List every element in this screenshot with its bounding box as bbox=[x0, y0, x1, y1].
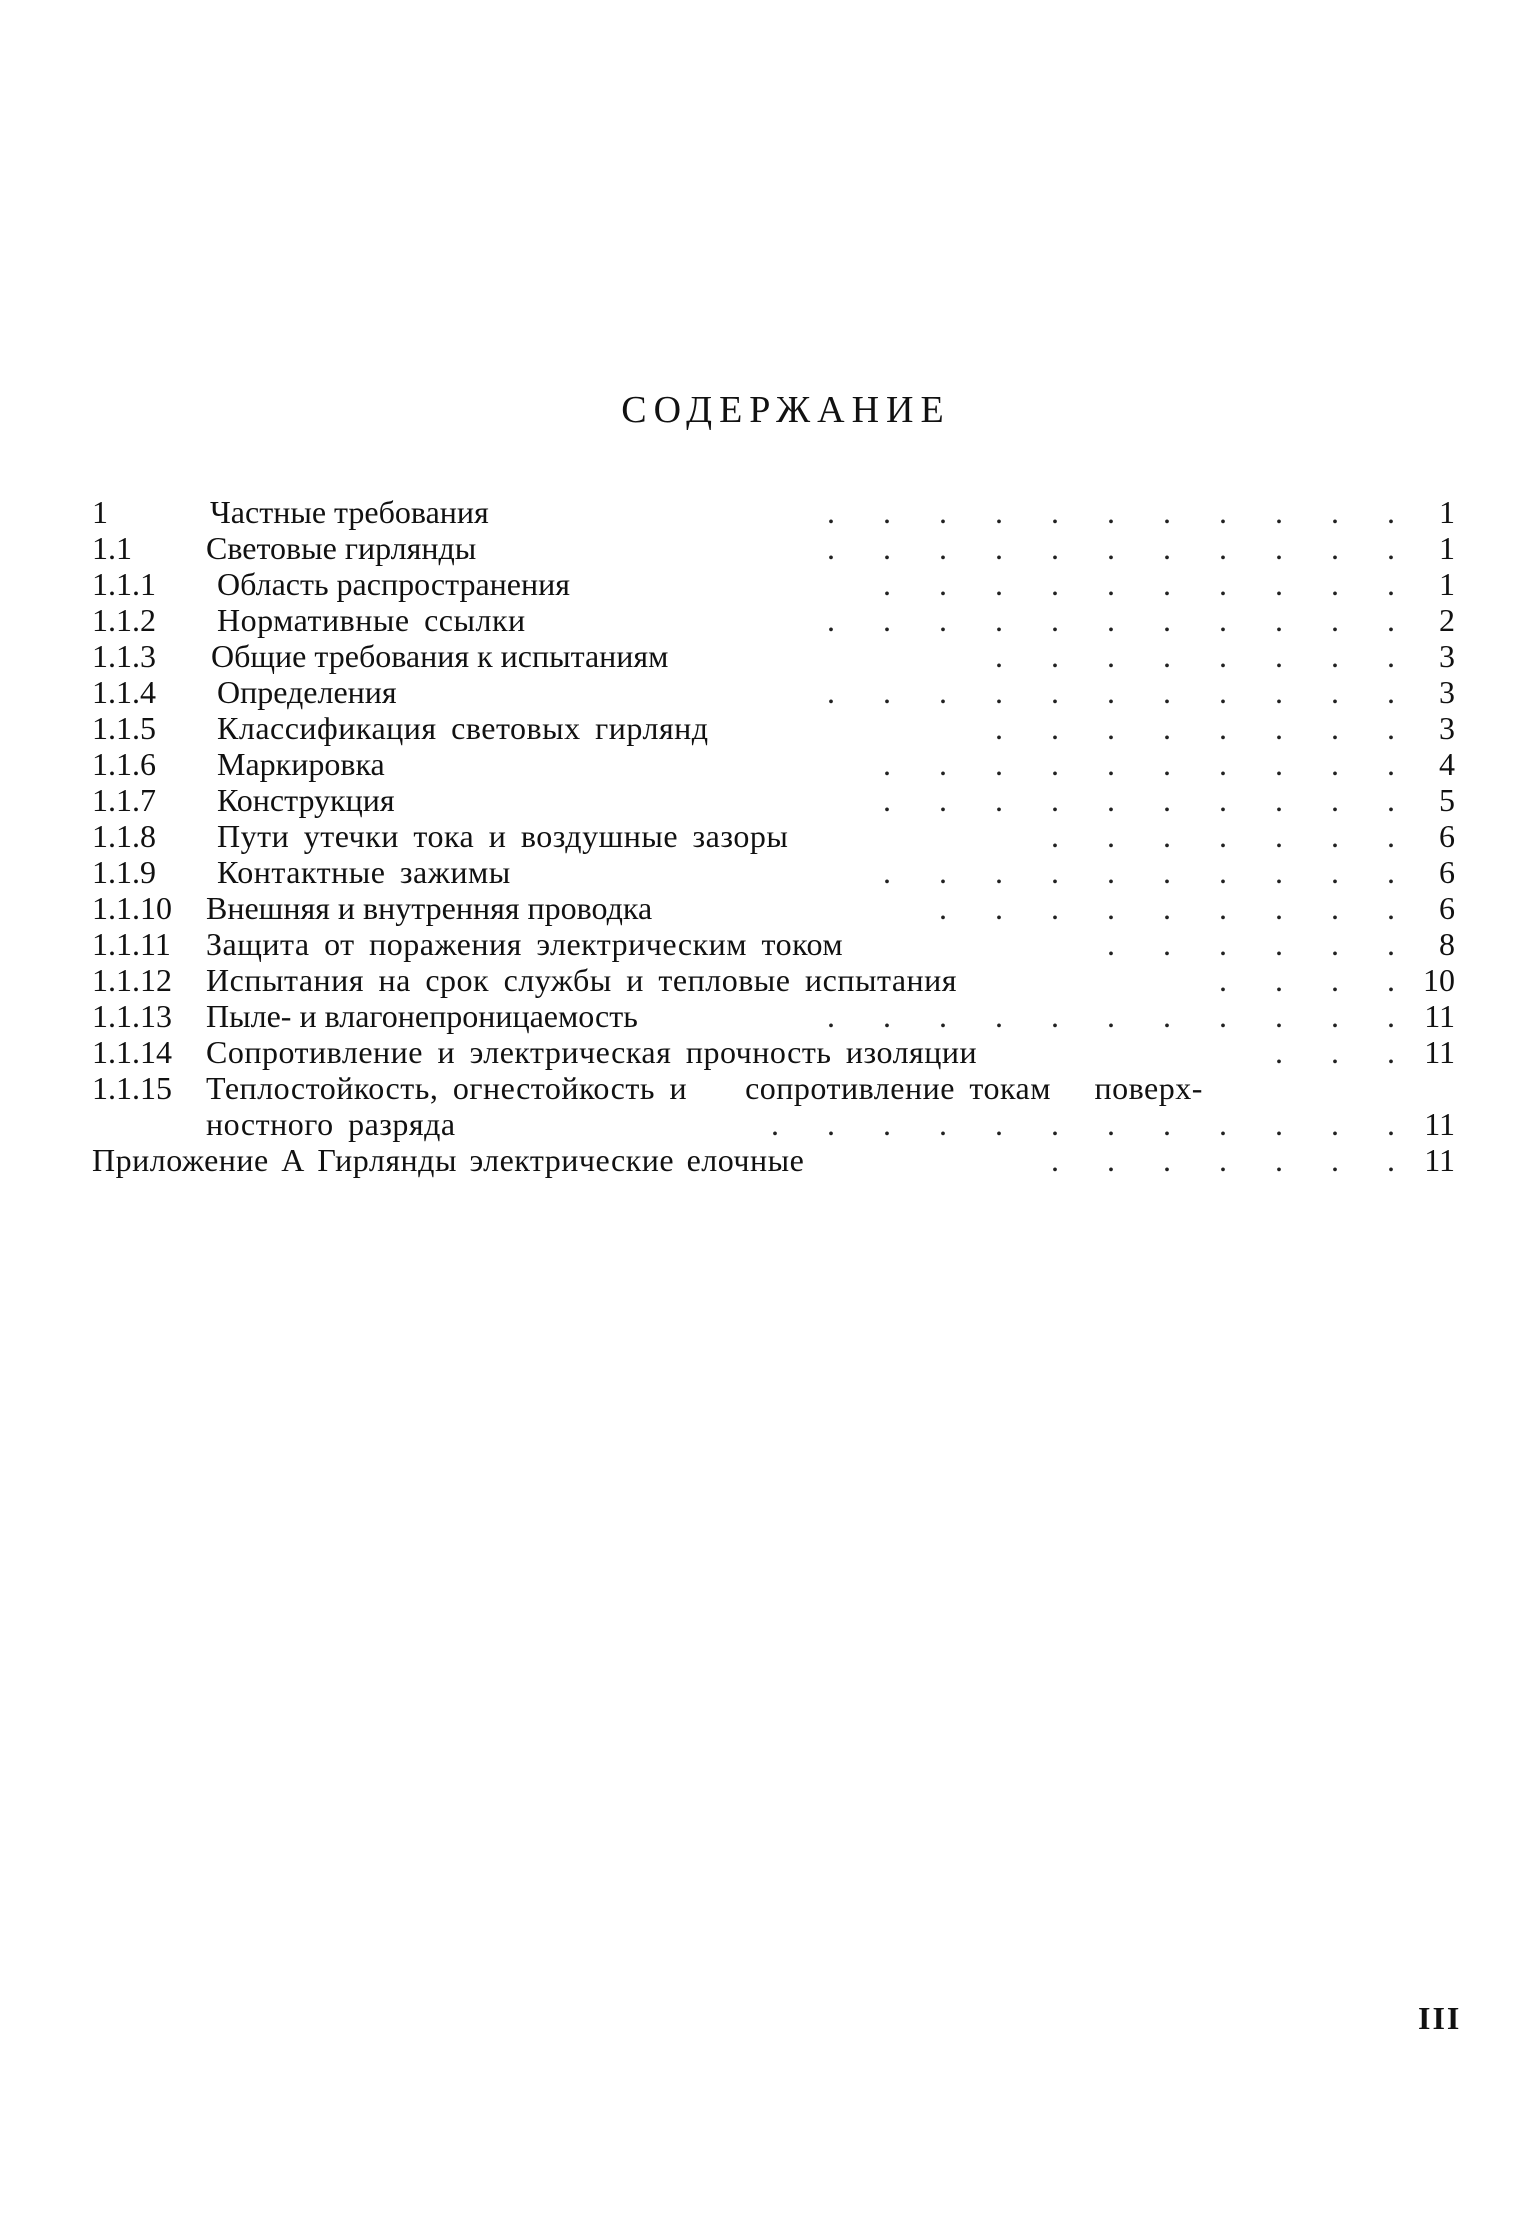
toc-entry-number: 1.1.11 bbox=[92, 926, 171, 962]
toc-entry bbox=[92, 566, 1455, 602]
toc-entry-leaders: . . . . . . . . . . . bbox=[827, 530, 1395, 566]
toc-entry-page: 6 bbox=[1439, 818, 1455, 854]
toc-entry-page: 11 bbox=[1424, 1142, 1455, 1178]
toc-entry-title: Световые гирлянды bbox=[206, 530, 477, 566]
toc-entry-title: Конструкция bbox=[217, 782, 395, 818]
toc-entry-title: ностного разряда bbox=[206, 1106, 456, 1142]
toc-entry-number: 1 bbox=[92, 494, 108, 530]
toc-entry-page: 5 bbox=[1439, 782, 1455, 818]
toc-entry bbox=[92, 674, 1455, 710]
toc-entry-title: Пыле- и влагонепроницаемость bbox=[206, 998, 638, 1034]
toc-entry bbox=[92, 710, 1455, 746]
toc-entry-title: Контактные зажимы bbox=[217, 854, 511, 890]
toc-entry-page: 1 bbox=[1439, 530, 1455, 566]
toc-entry-page: 11 bbox=[1424, 998, 1455, 1034]
toc-entry-number: 1.1.4 bbox=[92, 674, 156, 710]
toc-entry bbox=[92, 782, 1455, 818]
toc-entry bbox=[92, 602, 1455, 638]
toc-entry bbox=[92, 1070, 1455, 1106]
toc-entry-page: 10 bbox=[1423, 962, 1455, 998]
toc-entry-leaders: . . . . . . . . bbox=[995, 638, 1395, 674]
toc-entry-title: Испытания на срок службы и тепловые испытания bbox=[206, 962, 957, 998]
toc-entry-leaders: . . . . . . . . . . bbox=[883, 566, 1395, 602]
toc-entry-leaders: . . . . . . . . . . bbox=[883, 746, 1395, 782]
toc-entry-leaders: . . . . . . . . . . . bbox=[827, 602, 1395, 638]
toc-entry-leaders: . . . . . . . . bbox=[995, 710, 1395, 746]
toc-entry-title: Определения bbox=[217, 674, 397, 710]
toc-entry bbox=[92, 494, 1455, 530]
toc-entry-leaders: . . . . . . . . . . . bbox=[827, 494, 1395, 530]
toc-entry-page: 4 bbox=[1439, 746, 1455, 782]
toc-entry-title: Пути утечки тока и воздушные зазоры bbox=[217, 818, 789, 854]
toc-entry-number: 1.1.10 bbox=[92, 890, 172, 926]
toc-entry-number: 1.1.5 bbox=[92, 710, 156, 746]
toc-entry-number: 1.1.1 bbox=[92, 566, 156, 602]
toc-entry bbox=[92, 926, 1455, 962]
toc-entry-page: 3 bbox=[1439, 674, 1455, 710]
toc-entry-leaders: . . . . . . . . . . . bbox=[827, 674, 1395, 710]
toc-entry-page: 8 bbox=[1439, 926, 1455, 962]
toc-entry bbox=[92, 998, 1455, 1034]
toc-entry-title: Приложение А Гирлянды электрические елочные bbox=[92, 1142, 805, 1178]
toc-entry-number: 1.1.9 bbox=[92, 854, 156, 890]
toc-entry-leaders: . . . . . . . . . . bbox=[883, 854, 1395, 890]
toc-entry-number: 1.1.6 bbox=[92, 746, 156, 782]
toc-entry-page: 3 bbox=[1439, 638, 1455, 674]
toc-entry-number: 1.1.15 bbox=[92, 1070, 172, 1106]
toc-entry-leaders: . . . . . . . bbox=[1051, 818, 1395, 854]
toc-entry-leaders: . . . . . . bbox=[1107, 926, 1395, 962]
toc-entry bbox=[92, 1034, 1455, 1070]
toc-entry-title: Нормативные ссылки bbox=[217, 602, 526, 638]
toc-entry bbox=[92, 818, 1455, 854]
toc-entry-leaders: . . . . . . . . . . bbox=[883, 782, 1395, 818]
toc-entry-title: Маркировка bbox=[217, 746, 385, 782]
toc-entry-leaders: . . . . . . . . . bbox=[939, 890, 1395, 926]
toc-entry-leaders: . . . . bbox=[1219, 962, 1395, 998]
toc-entry-page: 11 bbox=[1424, 1106, 1455, 1142]
page-title: СОДЕРЖАНИЕ bbox=[621, 389, 951, 431]
toc-entry-number: 1.1 bbox=[92, 530, 132, 566]
toc-entry-number: 1.1.7 bbox=[92, 782, 156, 818]
toc-entry-page: 6 bbox=[1439, 854, 1455, 890]
toc-entry-number: 1.1.8 bbox=[92, 818, 156, 854]
toc-entry-title: Область распространения bbox=[217, 566, 570, 602]
toc-entry-leaders: . . . . . . . . . . . bbox=[827, 998, 1395, 1034]
toc-entry-page: 1 bbox=[1439, 494, 1455, 530]
page-number: III bbox=[1418, 2000, 1462, 2036]
toc-entry-page: 1 bbox=[1439, 566, 1455, 602]
toc-entry-number: 1.1.14 bbox=[92, 1034, 172, 1070]
toc-entry-page: 6 bbox=[1439, 890, 1455, 926]
toc-entry bbox=[92, 890, 1455, 926]
toc-entry-page: 2 bbox=[1439, 602, 1455, 638]
toc-entry bbox=[92, 638, 1455, 674]
toc-entry bbox=[92, 962, 1455, 998]
toc-entry-title: Классификация световых гирлянд bbox=[217, 710, 709, 746]
toc-entry-title: Защита от поражения электрическим током bbox=[206, 926, 844, 962]
toc-entry-page: 3 bbox=[1439, 710, 1455, 746]
toc-entry-appendix bbox=[92, 1142, 1455, 1178]
toc-entry-title: Частные требования bbox=[210, 494, 489, 530]
toc-entry-leaders: . . . . . . . . . . . . bbox=[771, 1106, 1395, 1142]
toc-entry-page: 11 bbox=[1424, 1034, 1455, 1070]
toc-entry-title: Теплостойкость, огнестойкость и сопротивление токам поверх- bbox=[206, 1070, 1203, 1106]
toc-entry-title: Сопротивление и электрическая прочность изоляции bbox=[206, 1034, 978, 1070]
toc-entry-leaders: . . . bbox=[1275, 1034, 1395, 1070]
toc-entry-leaders: . . . . . . . bbox=[1051, 1142, 1395, 1178]
toc-entry-title: Общие требования к испытаниям bbox=[211, 638, 669, 674]
toc-entry-number: 1.1.13 bbox=[92, 998, 172, 1034]
toc-entry-number: 1.1.2 bbox=[92, 602, 156, 638]
toc-entry-continuation bbox=[92, 1106, 1455, 1142]
toc-entry-title: Внешняя и внутренняя проводка bbox=[206, 890, 653, 926]
toc-entry bbox=[92, 854, 1455, 890]
toc-entry-number: 1.1.12 bbox=[92, 962, 172, 998]
toc-entry bbox=[92, 530, 1455, 566]
toc-entry bbox=[92, 746, 1455, 782]
toc-entry-number: 1.1.3 bbox=[92, 638, 156, 674]
table-of-contents bbox=[92, 494, 1455, 1178]
